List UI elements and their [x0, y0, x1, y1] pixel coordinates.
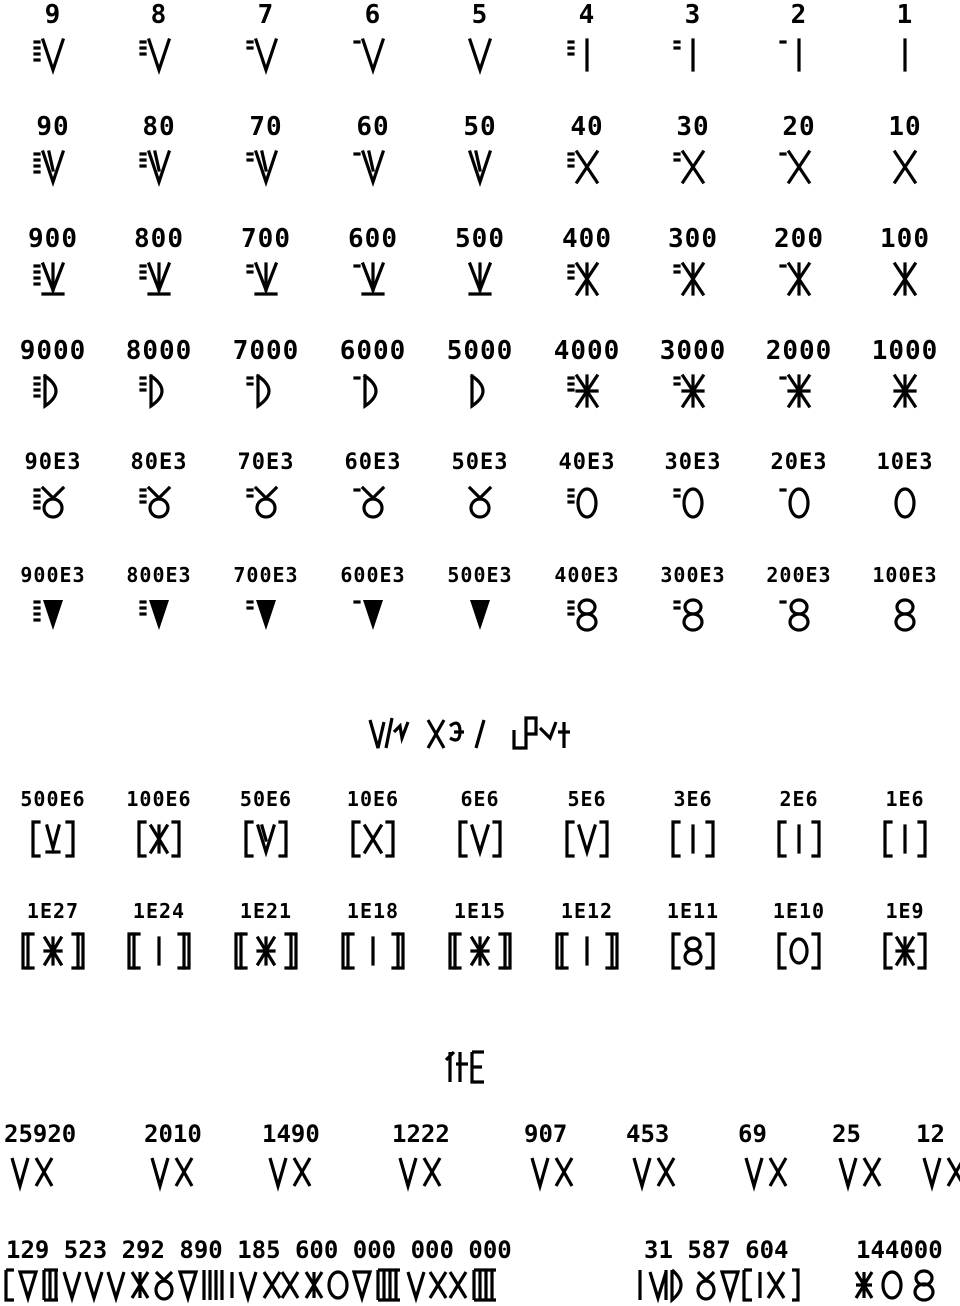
numeral-glyph-icon	[456, 370, 504, 412]
numeral-cell	[852, 0, 958, 76]
numeral-glyph-icon	[242, 594, 290, 636]
numeral-label: 400	[562, 224, 612, 254]
example-glyph-icon	[626, 1150, 726, 1194]
numeral-cell	[213, 560, 319, 636]
numeral-glyph-icon	[349, 146, 397, 188]
numeral-glyph-icon	[563, 146, 611, 188]
numeral-cell	[534, 0, 640, 76]
numeral-cell	[320, 784, 426, 860]
numeral-glyph-icon	[29, 482, 77, 524]
numeral-label: 40	[570, 112, 604, 142]
example-glyph-icon	[916, 1150, 960, 1194]
numeral-glyph-icon	[775, 594, 823, 636]
numeral-label: 400E3	[554, 563, 620, 587]
numeral-label: 1E9	[885, 899, 925, 923]
numeral-label: 60E3	[344, 450, 402, 475]
numeral-glyph-icon	[563, 482, 611, 524]
numeral-cell	[534, 112, 640, 188]
example-glyph-icon	[392, 1150, 492, 1194]
example-label: 907	[524, 1120, 568, 1148]
example-glyph-icon	[524, 1150, 624, 1194]
numeral-glyph-icon	[135, 594, 183, 636]
numeral-cell	[213, 784, 319, 860]
numeral-glyph-icon	[669, 146, 717, 188]
numeral-cell	[0, 0, 106, 76]
numeral-glyph-icon	[29, 34, 77, 76]
numeral-label: 900E3	[20, 563, 86, 587]
numeral-cell	[640, 112, 746, 188]
example-label: 1490	[262, 1120, 320, 1148]
numeral-glyph-icon	[881, 594, 929, 636]
numeral-glyph-icon	[563, 370, 611, 412]
numeral-label: 20E3	[770, 450, 828, 475]
example-glyph-icon	[262, 1150, 362, 1194]
numeral-label: 500	[455, 224, 505, 254]
numeral-cell	[746, 336, 852, 412]
numeral-cell	[746, 784, 852, 860]
numeral-cell	[427, 336, 533, 412]
numeral-cell	[746, 112, 852, 188]
numeral-label: 4000	[553, 336, 621, 366]
numeral-glyph-icon	[881, 258, 929, 300]
numeral-glyph-icon	[775, 34, 823, 76]
numeral-cell	[213, 448, 319, 524]
numeral-label: 60	[356, 112, 390, 142]
numeral-cell	[106, 112, 212, 188]
numeral-label: 3E6	[673, 787, 713, 811]
numeral-cell	[534, 448, 640, 524]
numeral-label: 80E3	[130, 450, 188, 475]
numeral-cell	[320, 336, 426, 412]
long-example-label: 144000	[856, 1236, 943, 1264]
numeral-cell	[427, 224, 533, 300]
numeral-cell	[746, 224, 852, 300]
numeral-label: 1E27	[26, 899, 80, 923]
example-label: 69	[738, 1120, 767, 1148]
numeral-cell	[640, 560, 746, 636]
numeral-label: 50	[463, 112, 497, 142]
numeral-label: 1E6	[885, 787, 925, 811]
numeral-label: 5E6	[567, 787, 607, 811]
numeral-glyph-icon	[773, 818, 825, 860]
numeral-cell	[852, 560, 958, 636]
numeral-cell	[427, 0, 533, 76]
numeral-glyph-icon	[242, 482, 290, 524]
script-heading-icon	[360, 708, 600, 758]
numeral-cell	[852, 896, 958, 972]
numeral-cell	[320, 224, 426, 300]
numeral-glyph-icon	[240, 818, 292, 860]
script-heading-icon	[440, 1042, 520, 1088]
numeral-label: 10E3	[876, 450, 934, 475]
numeral-label: 1E24	[132, 899, 186, 923]
numeral-glyph-icon	[242, 370, 290, 412]
section-heading-examples	[0, 1042, 960, 1092]
numeral-glyph-icon	[133, 818, 185, 860]
numeral-glyph-icon	[135, 146, 183, 188]
numeral-cell	[427, 896, 533, 972]
numeral-label: 30	[676, 112, 710, 142]
example-label: 1222	[392, 1120, 450, 1148]
numeral-cell	[320, 448, 426, 524]
numeral-label: 5000	[446, 336, 514, 366]
numeral-label: 5	[471, 0, 489, 30]
numeral-label: 800	[134, 224, 184, 254]
numeral-cell	[0, 336, 106, 412]
numeral-cell	[0, 112, 106, 188]
numeral-cell	[852, 224, 958, 300]
numeral-cell	[640, 448, 746, 524]
numeral-cell	[213, 336, 319, 412]
numeral-label: 2	[790, 0, 808, 30]
numeral-label: 500E6	[20, 787, 86, 811]
example-label: 12	[916, 1120, 945, 1148]
numeral-glyph-icon	[456, 482, 504, 524]
example-label: 25920	[4, 1120, 77, 1148]
numeral-glyph-icon	[456, 146, 504, 188]
numeral-glyph-icon	[135, 34, 183, 76]
numeral-glyph-icon	[29, 370, 77, 412]
numeral-cell	[640, 0, 746, 76]
example-label: 25	[832, 1120, 861, 1148]
numeral-label: 2E6	[779, 787, 819, 811]
numeral-glyph-icon	[761, 930, 837, 972]
numeral-glyph-icon	[135, 370, 183, 412]
numeral-glyph-icon	[242, 34, 290, 76]
numeral-label: 1000	[871, 336, 939, 366]
numeral-cell	[852, 448, 958, 524]
numeral-glyph-icon	[881, 146, 929, 188]
numeral-label: 8	[150, 0, 168, 30]
numeral-glyph-icon	[29, 594, 77, 636]
numeral-label: 600E3	[340, 563, 406, 587]
numeral-cell	[106, 896, 212, 972]
section-heading-large-numbers	[0, 708, 960, 762]
numeral-cell	[320, 560, 426, 636]
numeral-cell	[106, 224, 212, 300]
numeral-glyph-icon	[29, 258, 77, 300]
numeral-label: 900	[28, 224, 78, 254]
numeral-label: 90	[36, 112, 70, 142]
long-example-label: 31 587 604	[644, 1236, 789, 1264]
numeral-label: 30E3	[664, 450, 722, 475]
numeral-glyph-icon	[775, 258, 823, 300]
numeral-cell	[746, 448, 852, 524]
numeral-cell	[427, 560, 533, 636]
numeral-label: 6000	[339, 336, 407, 366]
numeral-label: 3000	[659, 336, 727, 366]
numeral-cell	[427, 784, 533, 860]
numeral-label: 1	[896, 0, 914, 30]
numeral-glyph-icon	[27, 818, 79, 860]
numeral-glyph-icon	[135, 258, 183, 300]
numeral-cell	[106, 336, 212, 412]
numeral-label: 200E3	[766, 563, 832, 587]
numeral-cell	[640, 336, 746, 412]
numeral-glyph-icon	[454, 818, 506, 860]
numeral-label: 1E10	[772, 899, 826, 923]
numeral-cell	[0, 784, 106, 860]
numeral-glyph-icon	[347, 818, 399, 860]
numeral-label: 1E21	[239, 899, 293, 923]
numeral-label: 90E3	[24, 450, 82, 475]
numeral-glyph-icon	[349, 594, 397, 636]
numeral-cell	[320, 112, 426, 188]
numeral-glyph-icon	[881, 34, 929, 76]
numeral-cell	[534, 896, 640, 972]
numeral-glyph-icon	[669, 370, 717, 412]
numeral-cell	[746, 560, 852, 636]
numeral-glyph-icon	[563, 34, 611, 76]
numeral-cell	[640, 224, 746, 300]
numeral-cell	[106, 560, 212, 636]
numeral-label: 4	[578, 0, 596, 30]
numeral-cell	[320, 0, 426, 76]
numeral-label: 20	[782, 112, 816, 142]
numeral-cell	[852, 784, 958, 860]
numeral-label: 700	[241, 224, 291, 254]
numeral-cell	[534, 784, 640, 860]
numeral-label: 800E3	[126, 563, 192, 587]
numeral-cell	[213, 896, 319, 972]
numeral-glyph-icon	[879, 818, 931, 860]
numeral-glyph-icon	[349, 482, 397, 524]
numeral-label: 40E3	[558, 450, 616, 475]
numeral-label: 70	[249, 112, 283, 142]
numeral-glyph-icon	[561, 818, 613, 860]
numeral-glyph-icon	[669, 482, 717, 524]
numeral-label: 1E18	[346, 899, 400, 923]
numeral-label: 1E15	[453, 899, 507, 923]
numeral-glyph-icon	[549, 930, 625, 972]
numeral-cell	[534, 224, 640, 300]
numeral-glyph-icon	[655, 930, 731, 972]
numeral-label: 100	[880, 224, 930, 254]
numeral-label: 100E3	[872, 563, 938, 587]
numeral-glyph-icon	[135, 482, 183, 524]
numeral-label: 7	[257, 0, 275, 30]
numeral-label: 6	[364, 0, 382, 30]
numeral-cell	[0, 224, 106, 300]
numeral-label: 3	[684, 0, 702, 30]
numeral-cell	[427, 448, 533, 524]
numeral-glyph-icon	[349, 258, 397, 300]
numeral-cell	[852, 336, 958, 412]
numeral-glyph-icon	[456, 34, 504, 76]
numeral-cell	[213, 0, 319, 76]
example-label: 2010	[144, 1120, 202, 1148]
numeral-cell	[106, 784, 212, 860]
numeral-label: 300	[668, 224, 718, 254]
numeral-label: 200	[774, 224, 824, 254]
numeral-glyph-icon	[775, 370, 823, 412]
numeral-cell	[534, 336, 640, 412]
numeral-cell	[0, 448, 106, 524]
numeral-label: 50E3	[451, 450, 509, 475]
numeral-glyph-icon	[349, 370, 397, 412]
numeral-label: 8000	[125, 336, 193, 366]
numeral-cell	[746, 0, 852, 76]
numeral-label: 1E11	[666, 899, 720, 923]
example-glyph-icon	[144, 1150, 244, 1194]
numeral-label: 70E3	[237, 450, 295, 475]
numeral-cell	[106, 448, 212, 524]
numeral-glyph-icon	[121, 930, 197, 972]
numeral-glyph-icon	[775, 146, 823, 188]
numeral-label: 80	[142, 112, 176, 142]
numeral-cell	[0, 560, 106, 636]
numeral-cell	[213, 224, 319, 300]
numeral-glyph-icon	[669, 594, 717, 636]
numeral-glyph-icon	[456, 594, 504, 636]
numeral-label: 100E6	[126, 787, 192, 811]
numeral-cell	[427, 112, 533, 188]
numeral-glyph-icon	[667, 818, 719, 860]
numeral-label: 700E3	[233, 563, 299, 587]
numeral-label: 2000	[765, 336, 833, 366]
numeral-label: 10E6	[346, 787, 400, 811]
numeral-glyph-icon	[881, 482, 929, 524]
numeral-glyph-icon	[563, 594, 611, 636]
example-glyph-icon	[4, 1150, 104, 1194]
numeral-glyph-icon	[669, 258, 717, 300]
numeral-label: 7000	[232, 336, 300, 366]
numeral-glyph-icon	[335, 930, 411, 972]
numeral-cell	[640, 784, 746, 860]
numeral-cell	[534, 560, 640, 636]
numeral-glyph-icon	[242, 146, 290, 188]
numeral-cell	[746, 896, 852, 972]
numeral-label: 9000	[19, 336, 87, 366]
numeral-glyph-icon	[242, 258, 290, 300]
numeral-glyph-icon	[349, 34, 397, 76]
numeral-cell	[640, 896, 746, 972]
numeral-label: 600	[348, 224, 398, 254]
numeral-glyph-icon	[15, 930, 91, 972]
numeral-label: 10	[888, 112, 922, 142]
long-example-glyphs	[0, 1264, 960, 1306]
example-glyph-icon	[738, 1150, 838, 1194]
numeral-glyph-icon	[563, 258, 611, 300]
numeral-cell	[213, 112, 319, 188]
numeral-cell	[852, 112, 958, 188]
numeral-glyph-icon	[29, 146, 77, 188]
numeral-cell	[320, 896, 426, 972]
numeral-label: 6E6	[460, 787, 500, 811]
numeral-glyph-icon	[867, 930, 943, 972]
numeral-label: 300E3	[660, 563, 726, 587]
numeral-label: 1E12	[560, 899, 614, 923]
long-example-label: 129 523 292 890 185 600 000 000 000	[6, 1236, 512, 1264]
numeral-cell	[0, 896, 106, 972]
numeral-glyph-icon	[442, 930, 518, 972]
numeral-glyph-icon	[228, 930, 304, 972]
numeral-glyph-icon	[775, 482, 823, 524]
example-label: 453	[626, 1120, 670, 1148]
numeral-label: 500E3	[447, 563, 513, 587]
numeral-glyph-icon	[456, 258, 504, 300]
numeral-cell	[106, 0, 212, 76]
numeral-label: 9	[44, 0, 62, 30]
numeral-glyph-icon	[881, 370, 929, 412]
numeral-glyph-icon	[669, 34, 717, 76]
numeral-label: 50E6	[239, 787, 293, 811]
